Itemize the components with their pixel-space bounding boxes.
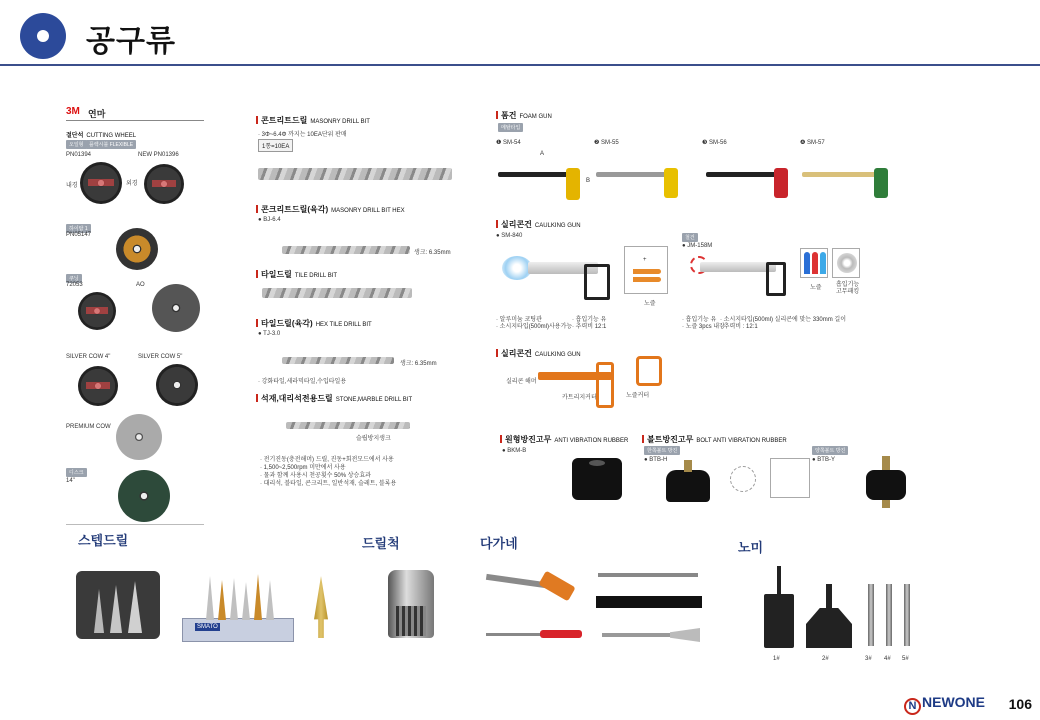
- rubber-hole: [589, 460, 605, 466]
- masonry-bit-image: [258, 168, 452, 180]
- step-bit: [218, 580, 226, 620]
- cap-box: [832, 248, 860, 278]
- caulk-title-en: CAULKING GUN: [534, 223, 581, 229]
- foam-model-1: ❶ SM-54: [496, 140, 521, 146]
- masonry-pack-box: 1통=10EA: [258, 139, 293, 152]
- plus-sign: +: [643, 257, 647, 263]
- tag-hitop: 하이탑 1: [66, 224, 91, 233]
- step-bit: [128, 581, 142, 633]
- category-drill-chuck: 드릴척: [362, 536, 400, 551]
- nozzle-blue: [804, 252, 810, 274]
- bolt-rubber-image: [866, 470, 906, 500]
- stone-note: · 1,500~2,500rpm 미만에서 사용: [260, 465, 346, 471]
- stone-note: · 대리석, 블타일, 콘크리트, 일반석재, 슬레트, 블록용: [260, 481, 397, 487]
- anti-title-en: ANTI VIBRATION RUBBER: [554, 438, 629, 444]
- rubber-image: [572, 458, 622, 500]
- chisel-image: [596, 596, 702, 608]
- dim-outer: 외경: [126, 181, 138, 187]
- tag-one-bolt: 한쪽볼트 방진: [644, 446, 680, 455]
- bolt-model-1: ● BTB-H: [644, 457, 668, 463]
- category-step-drill: 스텝드릴: [78, 533, 129, 548]
- page-header: [0, 0, 1040, 66]
- brand-3m: 3M: [66, 106, 80, 117]
- stone-bit-image: [286, 422, 410, 429]
- caulk-title: 실리콘건: [501, 220, 532, 229]
- caulk-gun-frame: [766, 262, 786, 296]
- nozzle-label-2: 노즐: [810, 285, 822, 291]
- premium-disc-image: [116, 414, 162, 460]
- nozzle-color-box: [800, 248, 828, 278]
- step-bit: [206, 576, 214, 620]
- nomi-label-3: 3#: [865, 656, 872, 662]
- foam-model-4: ❹ SM-57: [800, 140, 825, 146]
- tag-steel: 철건: [682, 233, 698, 242]
- step-bit: [94, 589, 104, 633]
- anti-title: 원형방진고무: [505, 435, 552, 444]
- bolt-image: [684, 460, 692, 472]
- tag-metal: 메탈타입: [498, 123, 523, 132]
- hextile-title-en: HEX TILE DRILL BIT: [315, 322, 372, 328]
- caulk-gun-frame: [584, 264, 610, 300]
- chisel-image: [602, 633, 674, 637]
- diagram-image: [730, 466, 756, 492]
- foam-model-2: ❷ SM-55: [594, 140, 619, 146]
- logo-text: NEWONE: [922, 694, 985, 710]
- nomi-image-3: [868, 584, 874, 646]
- abrasive-title: 연마: [88, 109, 106, 119]
- caulk-note: · 노즐 3pcs 내장: [682, 324, 725, 330]
- large-disc-image: [118, 470, 170, 522]
- hex-model: ● BJ-6.4: [258, 217, 281, 223]
- caulk-note: · 흡입기능 유: [572, 317, 607, 323]
- step-bit: [242, 582, 250, 620]
- caulk-note: · 추력비 : 12:1: [720, 324, 758, 330]
- masonry-title-en: MASONRY DRILL BIT: [310, 119, 370, 125]
- dim-b: B: [586, 178, 591, 184]
- tag-cutting: 쿠닝: [66, 274, 82, 283]
- model-14inch: 14": [66, 478, 75, 484]
- hex-title: 콘크리트드릴(육각): [261, 205, 329, 214]
- bolt-model-2: ● BTB-Y: [812, 457, 835, 463]
- foam-gun-handle: [874, 168, 888, 198]
- bolt-rubber-image: [666, 470, 710, 502]
- step-bit-gold-image: [314, 576, 328, 638]
- foam-model-3: ❸ SM-56: [702, 140, 727, 146]
- chisel-image: [486, 633, 546, 636]
- model-silvercow5: SILVER COW 5": [138, 354, 183, 360]
- hex-bit-image: [282, 246, 410, 254]
- tile-title-en: TILE DRILL BIT: [294, 273, 338, 279]
- model-silvercow4: SILVER COW 4": [66, 354, 111, 360]
- nomi-label-4: 4#: [884, 656, 891, 662]
- step-drill-set-image: [182, 574, 294, 644]
- page-title: 공구류: [86, 25, 176, 58]
- hextile-shank: 생크: 6.35mm: [400, 361, 437, 367]
- nozzle-image: [633, 277, 661, 282]
- foam-title-en: FOAM GUN: [519, 114, 552, 120]
- cutting-wheel-image: [144, 164, 184, 204]
- grinding-disc-image: [152, 284, 200, 332]
- foam-title: 폼건: [501, 111, 517, 120]
- nozzle-red: [812, 252, 818, 274]
- model-pn01394: PN01394: [66, 152, 92, 158]
- foam-gun-image: [802, 172, 882, 177]
- cutting-title: 절단석: [66, 133, 84, 139]
- step-bit: [230, 578, 238, 620]
- caulk2-label: 카트리지커터: [562, 395, 597, 401]
- bolt-title: 볼트방진고무: [647, 435, 694, 444]
- nozzle-image: [633, 269, 661, 274]
- caulk2-label: 노즐커터: [626, 393, 650, 399]
- caulk-note: · 알루미늄 코팅관: [496, 317, 542, 323]
- foam-gun-handle: [664, 168, 678, 198]
- caulk2-title-en: CAULKING GUN: [534, 352, 581, 358]
- dim-a: A: [540, 151, 545, 157]
- hex-shank: 생크: 6.35mm: [414, 250, 451, 256]
- silver-cow-disc-image: [156, 364, 198, 406]
- foam-gun-handle: [774, 168, 788, 198]
- step-bit: [110, 585, 122, 633]
- masonry-desc: · 3Φ~6.4Φ 까지는 10EA단위 판매: [258, 132, 347, 138]
- model-72053: 72053: [66, 282, 83, 288]
- caulk2-label: 실리콘 해머: [506, 379, 537, 385]
- hextile-model: ● TJ-3.0: [258, 331, 281, 337]
- anti-model: ● BKM-B: [502, 448, 527, 454]
- tag-two-bolt: 양쪽볼트 방진: [812, 446, 848, 455]
- orange-caulk-gun-handle: [596, 362, 614, 408]
- newone-logo: [904, 694, 985, 715]
- tag-disc: 디스크: [66, 468, 87, 477]
- nomi-label-2: 2#: [822, 656, 829, 662]
- diagram-image: [770, 458, 810, 498]
- nomi-blade: [806, 608, 852, 648]
- nozzle-label: 노즐: [644, 301, 656, 307]
- chisel-guard-image: [538, 571, 575, 602]
- stone-note: · 전기진동(충전해머) 드릴, 진동+회전모드에서 사용: [260, 457, 394, 463]
- step-bit: [266, 580, 274, 620]
- nomi-image-1: [764, 566, 794, 648]
- model-pn01396: NEW PN01396: [138, 152, 179, 158]
- page-number: 106: [1008, 696, 1032, 712]
- smato-label: SMATO: [197, 624, 218, 630]
- nomi-image-2: [806, 584, 852, 648]
- chisel-image: [486, 574, 546, 588]
- stone-title: 석재,대리석전용드릴: [261, 394, 333, 403]
- masonry-title: 콘트리트드릴: [261, 116, 308, 125]
- chisel-handle-image: [540, 630, 582, 638]
- caulk-note: · 소시지타입(500ml)사용가능: [496, 324, 573, 330]
- nozzle-box: [624, 246, 668, 294]
- flap-disc-image: [116, 228, 158, 270]
- nomi-image-4: [886, 584, 892, 646]
- caulk-model-2: ● JM-158M: [682, 243, 713, 249]
- stone-shank: 슬립방지생크: [356, 436, 391, 442]
- logo-mark: N: [904, 698, 921, 715]
- chisel-image: [598, 573, 698, 577]
- tag-oil: 오일형: [66, 140, 87, 149]
- caulk-gun-tube: [700, 262, 776, 272]
- divider: [66, 524, 204, 525]
- step-drill-case-image: [76, 571, 160, 639]
- nomi-blade: [764, 594, 794, 648]
- bolt-image: [882, 500, 890, 508]
- hex-title-en: MASONRY DRILL BIT HEX: [331, 208, 405, 214]
- model-ao: AO: [136, 282, 145, 288]
- cutting-title-en: CUTTING WHEEL: [86, 133, 137, 139]
- category-nomi: 노미: [738, 540, 764, 555]
- hextile-title: 타일드릴(육각): [261, 319, 313, 328]
- chisel-image: [670, 628, 700, 642]
- grinding-disc-image: [78, 292, 116, 330]
- cap-label: 흡입기능 고무패킹: [836, 282, 860, 295]
- nomi-label-5: 5#: [902, 656, 909, 662]
- dim-inner: 내경: [66, 183, 78, 189]
- bolt-image: [882, 456, 890, 470]
- caulk-note: · 추력비 12:1: [572, 324, 607, 330]
- stone-title-en: STONE,MARBLE DRILL BIT: [335, 397, 413, 403]
- caulk-note: · 소시지타입(500ml) 실리콘에 맞는 330mm 길이: [720, 317, 847, 323]
- caulk-model-1: ● SM-840: [496, 233, 523, 239]
- nozzle-cutter-image: [636, 356, 662, 386]
- caulk-note: · 흡입기능 유: [682, 317, 717, 323]
- nozzle-cyan: [820, 252, 826, 274]
- category-chisel: 다가네: [480, 536, 518, 551]
- bullet-icon: [20, 13, 66, 59]
- model-premium: PREMIUM COW: [66, 424, 111, 430]
- bolt-title-en: BOLT ANTI VIBRATION RUBBER: [696, 438, 787, 444]
- chuck-grip: [396, 606, 426, 636]
- silver-cow-disc-image: [78, 366, 118, 406]
- caulk2-title: 실리콘건: [501, 349, 532, 358]
- step-drill-stand: [182, 618, 294, 642]
- foam-gun-handle: [566, 168, 580, 200]
- tile-bit-image: [262, 288, 412, 298]
- stone-note: · 물과 함께 사용시 천공횟수 50% 상승효과: [260, 473, 371, 479]
- nomi-label-1: 1#: [773, 656, 780, 662]
- nomi-image-5: [904, 584, 910, 646]
- tile-title: 타일드릴: [261, 270, 292, 279]
- cutting-wheel-image: [80, 162, 122, 204]
- hextile-note: · 강화타일,세라믹타일,수입타일용: [258, 379, 347, 385]
- cap-image: [837, 253, 857, 273]
- divider: [66, 120, 204, 121]
- tag-flexible: 플렉시블 FLEXIBLE: [86, 140, 136, 149]
- hextile-bit-image: [282, 357, 394, 364]
- drill-chuck-image: [388, 570, 434, 638]
- step-bit: [254, 574, 262, 620]
- model-pn05147: PN05147: [66, 232, 92, 238]
